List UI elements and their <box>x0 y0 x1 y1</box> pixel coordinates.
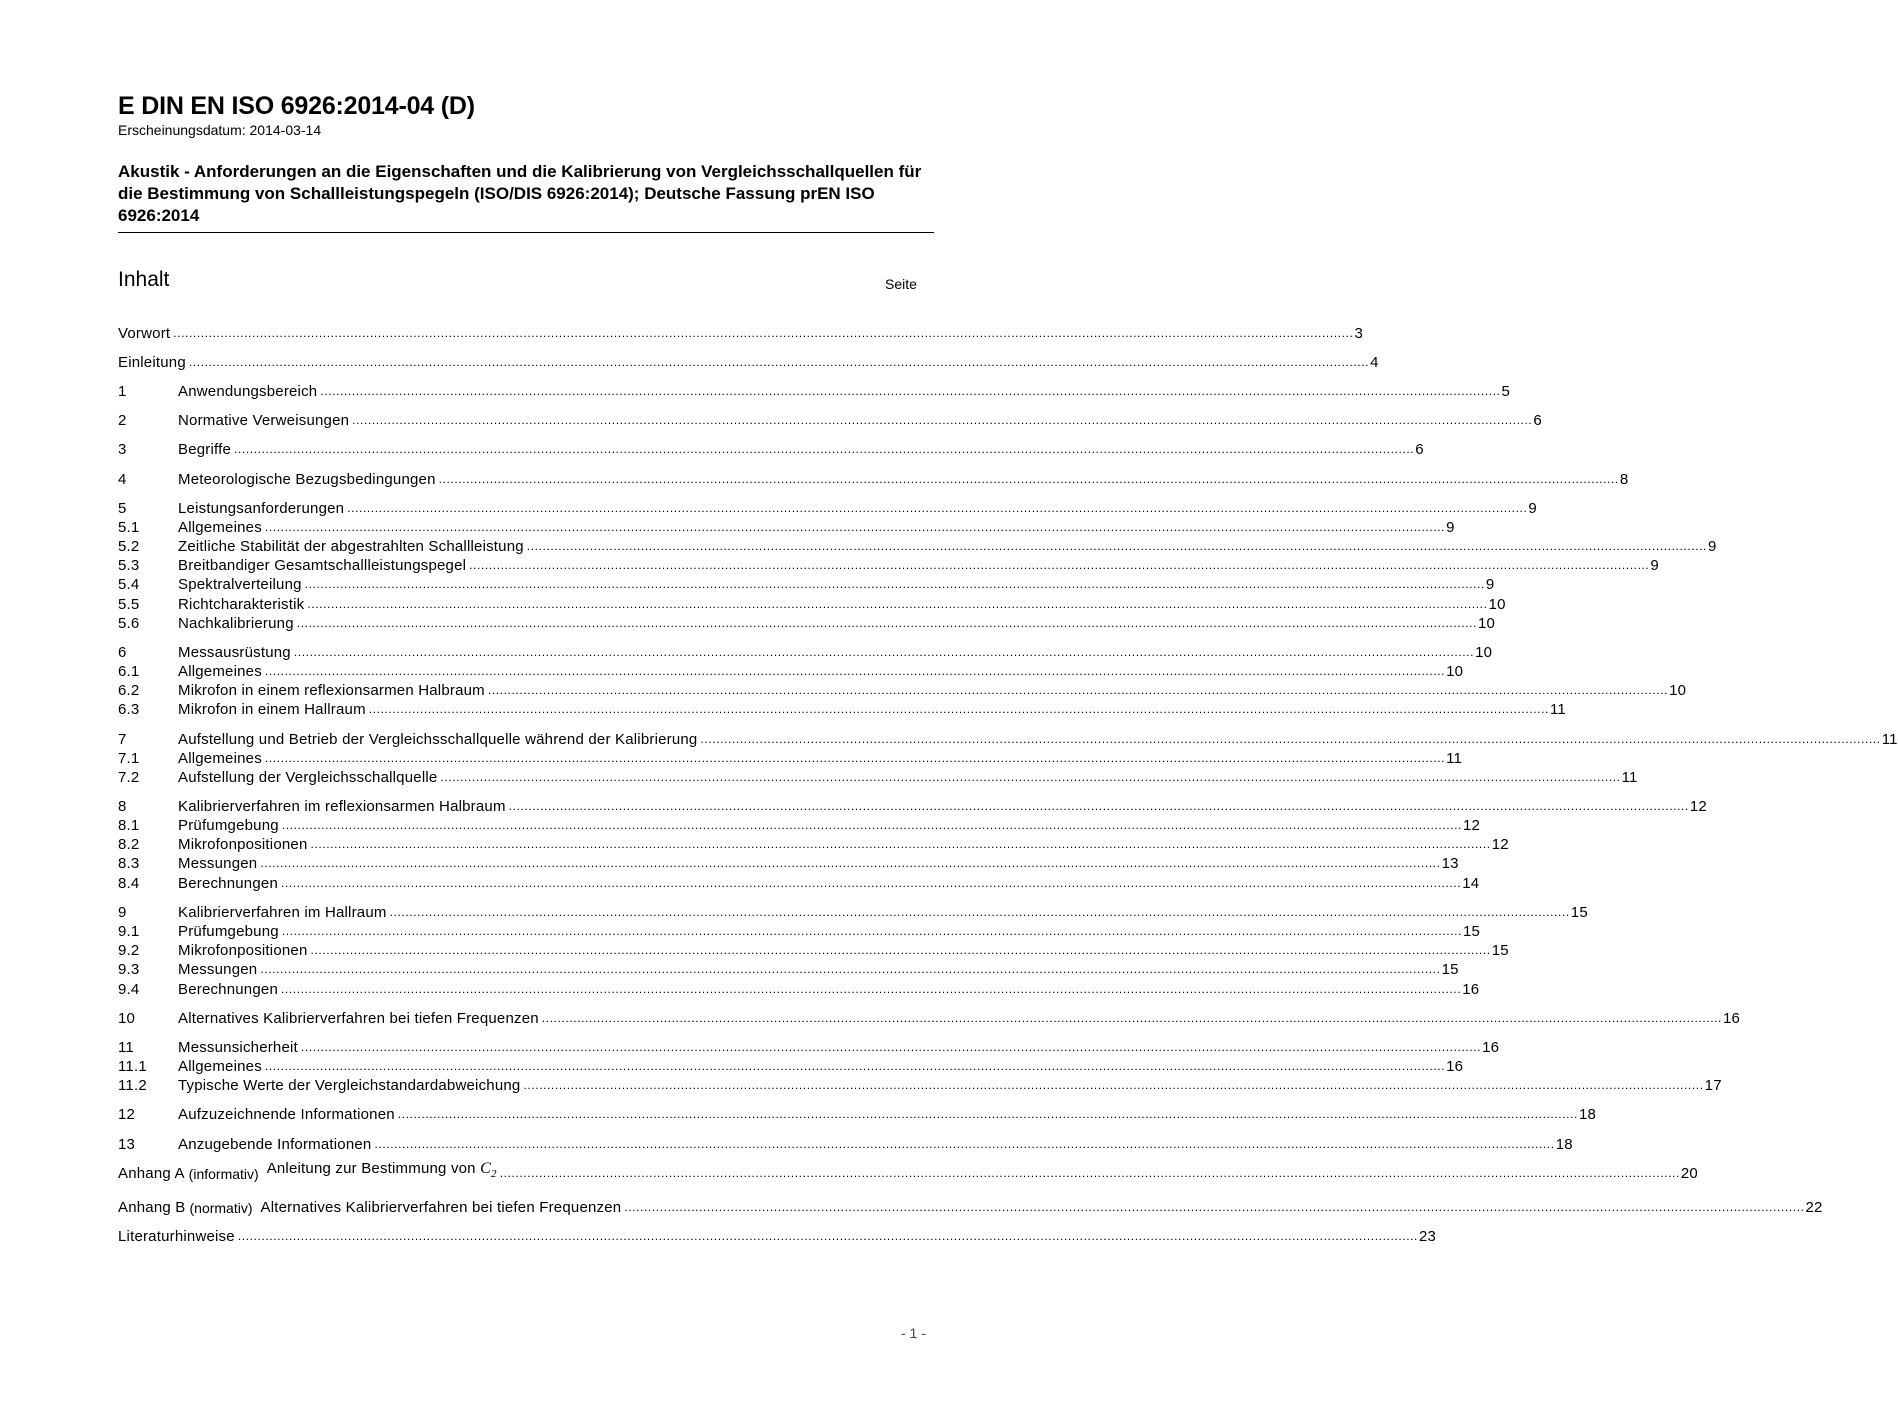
toc-entry[interactable] <box>118 835 1509 855</box>
toc-entry-page: 16 <box>1723 1010 1741 1027</box>
leader-dots: ............................................................................................................................................................................................................................................................................................................ <box>237 1229 1418 1243</box>
annex-label: Anhang A <box>118 1165 185 1182</box>
toc-entry-title: Alternatives Kalibrierverfahren bei tiefen Frequenzen <box>178 1010 539 1027</box>
toc-entry-title: Messungen <box>178 961 258 978</box>
leader-dots: ............................................................................................................................................................................................................................................................................................................ <box>307 597 1488 611</box>
toc-entry-title: Messunsicherheit <box>178 1039 298 1056</box>
leader-dots: ............................................................................................................................................................................................................................................................................................................ <box>296 616 1477 630</box>
leader-dots: ............................................................................................................................................................................................................................................................................................................ <box>523 1078 1704 1092</box>
toc-entry-page: 12 <box>1491 836 1509 853</box>
toc-entry-number: 2 <box>118 412 127 429</box>
leader-dots: ............................................................................................................................................................................................................................................................................................................ <box>368 702 1549 716</box>
toc-entry-title: Aufstellung und Betrieb der Vergleichsschallquelle während der Kalibrierung <box>178 731 698 748</box>
toc-entry[interactable] <box>118 1057 1464 1077</box>
toc-entry-number: 5.6 <box>118 615 140 632</box>
toc-entry-title: Richtcharakteristik <box>178 596 305 613</box>
publication-date: Erscheinungsdatum: 2014-03-14 <box>118 122 322 138</box>
annex-title-text: Alternatives Kalibrierverfahren bei tiefen Frequenzen <box>260 1199 622 1216</box>
toc-entry[interactable] <box>118 816 1481 836</box>
leader-dots: ............................................................................................................................................................................................................................................................................................................ <box>440 770 1621 784</box>
toc-entry-page: 11 <box>1881 731 1898 748</box>
leader-dots: ............................................................................................................................................................................................................................................................................................................ <box>281 818 1463 832</box>
toc-entry[interactable] <box>118 643 1493 663</box>
toc-entry-number: 10 <box>118 1010 136 1027</box>
literature-title: Literaturhinweise <box>118 1228 235 1245</box>
annex-page: 22 <box>1805 1199 1823 1216</box>
toc-entry-number: 8.2 <box>118 836 140 853</box>
toc-entry-number: 6.1 <box>118 663 140 680</box>
toc-entry[interactable] <box>118 749 1463 769</box>
toc-entry-page: 10 <box>1669 682 1687 699</box>
toc-entry[interactable] <box>118 499 1537 519</box>
toc-entry[interactable] <box>118 1135 1573 1155</box>
toc-entry-title: Meteorologische Bezugsbedingungen <box>178 471 436 488</box>
leader-dots: ............................................................................................................................................................................................................................................................................................................ <box>438 472 1619 486</box>
leader-dots: ............................................................................................................................................................................................................................................................................................................ <box>264 751 1446 765</box>
toc-entry-number: 6.3 <box>118 701 140 718</box>
leader-dots: ............................................................................................................................................................................................................................................................................................................ <box>281 924 1463 938</box>
toc-entry-title: Breitbandiger Gesamtschallleistungspegel <box>178 557 467 574</box>
toc-entry-title: Allgemeines <box>178 519 262 536</box>
toc-entry-page: 15 <box>1491 942 1509 959</box>
leader-dots: ............................................................................................................................................................................................................................................................................................................ <box>310 943 1491 957</box>
toc-entry-page: 10 <box>1446 663 1464 680</box>
leader-dots: ............................................................................................................................................................................................................................................................................................................ <box>347 501 1528 515</box>
toc-entry-number: 5.1 <box>118 519 140 536</box>
leader-dots: ............................................................................................................................................................................................................................................................................................................ <box>541 1011 1722 1025</box>
toc-entry-title: Normative Verweisungen <box>178 412 350 429</box>
toc-entry[interactable] <box>118 411 1542 431</box>
toc-entry-title: Kalibrierverfahren im Hallraum <box>178 904 387 921</box>
toc-entry[interactable] <box>118 960 1459 980</box>
toc-entry[interactable] <box>118 470 1629 490</box>
toc-entry-title: Vorwort <box>118 325 171 342</box>
toc-entry-page: 9 <box>1708 538 1717 555</box>
document-title: Akustik - Anforderungen an die Eigenschaften und die Kalibrierung von Vergleichsschallquellen für die Bestimmung von Schallleistungspegeln (ISO/DIS 6926:2014); Deutsche Fassung prEN ISO 6926:2014 <box>118 161 934 233</box>
toc-entry-title: Anzugebende Informationen <box>178 1136 372 1153</box>
annex-page: 20 <box>1680 1165 1698 1182</box>
toc-entry-page: 9 <box>1446 519 1455 536</box>
toc-entry-title: Allgemeines <box>178 663 262 680</box>
toc-literature-entry[interactable] <box>118 1227 1437 1247</box>
toc-entry-page: 16 <box>1482 1039 1500 1056</box>
toc-entry[interactable] <box>118 681 1687 701</box>
toc-entry[interactable] <box>118 903 1588 923</box>
toc-entry-number: 1 <box>118 383 127 400</box>
toc-entry-title: Messausrüstung <box>178 644 291 661</box>
toc-entry-number: 4 <box>118 471 127 488</box>
leader-dots: ............................................................................................................................................................................................................................................................................................................ <box>624 1200 1805 1214</box>
toc-entry[interactable] <box>118 575 1495 595</box>
leader-dots: ............................................................................................................................................................................................................................................................................................................ <box>300 1040 1482 1054</box>
annex-title <box>261 1198 622 1218</box>
toc-entry-number: 9.3 <box>118 961 140 978</box>
toc-entry[interactable] <box>118 1105 1597 1125</box>
leader-dots: ............................................................................................................................................................................................................................................................................................................ <box>487 683 1669 697</box>
toc-entry-number: 7.2 <box>118 769 140 786</box>
toc-entry-title: Einleitung <box>118 354 186 371</box>
toc-annex-entry[interactable] <box>118 1159 1698 1184</box>
leader-dots: ............................................................................................................................................................................................................................................................................................................ <box>188 355 1370 369</box>
toc-entry-title: Mikrofon in einem Hallraum <box>178 701 366 718</box>
toc-entry[interactable] <box>118 382 1511 402</box>
toc-entry-number: 8.3 <box>118 855 140 872</box>
leader-dots: ............................................................................................................................................................................................................................................................................................................ <box>700 732 1881 746</box>
toc-entry-title: Begriffe <box>178 441 232 458</box>
toc-entry[interactable] <box>118 941 1509 961</box>
toc-entry-title: Zeitliche Stabilität der abgestrahlten Schallleistung <box>178 538 524 555</box>
toc-entry-page: 4 <box>1370 354 1379 371</box>
toc-entry-number: 9 <box>118 904 127 921</box>
toc-entry-number: 5.2 <box>118 538 140 555</box>
toc-entry-page: 16 <box>1462 981 1480 998</box>
leader-dots: ............................................................................................................................................................................................................................................................................................................ <box>508 799 1689 813</box>
toc-entry[interactable] <box>118 854 1459 874</box>
toc-entry-title: Berechnungen <box>178 875 278 892</box>
leader-dots: ............................................................................................................................................................................................................................................................................................................ <box>526 539 1707 553</box>
toc-entry[interactable] <box>118 730 1898 750</box>
toc-entry-page: 10 <box>1475 644 1493 661</box>
toc-entry[interactable] <box>118 1076 1722 1096</box>
leader-dots: ............................................................................................................................................................................................................................................................................................................ <box>469 558 1650 572</box>
toc-entry[interactable] <box>118 1009 1741 1029</box>
toc-entry-number: 8 <box>118 798 127 815</box>
leader-dots: ............................................................................................................................................................................................................................................................................................................ <box>280 982 1462 996</box>
toc-entry-page: 17 <box>1704 1077 1722 1094</box>
toc-entry-page: 14 <box>1462 875 1480 892</box>
toc-entry[interactable] <box>118 662 1464 682</box>
leader-dots: ............................................................................................................................................................................................................................................................................................................ <box>264 664 1446 678</box>
toc-entry-title: Aufstellung der Vergleichsschallquelle <box>178 769 438 786</box>
toc-entry-number: 11.1 <box>118 1058 147 1075</box>
toc-entry-page: 12 <box>1463 817 1481 834</box>
toc-entry-page: 9 <box>1485 576 1495 593</box>
toc-entry-page: 15 <box>1570 904 1588 921</box>
toc-entry-title: Spektralverteilung <box>178 576 302 593</box>
leader-dots: ............................................................................................................................................................................................................................................................................................................ <box>397 1107 1578 1121</box>
annex-title <box>267 1159 497 1184</box>
annex-label: Anhang B <box>118 1199 186 1216</box>
toc-entry-number: 6 <box>118 644 127 661</box>
toc-entry[interactable] <box>118 980 1480 1000</box>
annex-formula-symbol <box>480 1159 497 1180</box>
toc-entry-number: 6.2 <box>118 682 140 699</box>
toc-entry-number: 5.4 <box>118 576 140 593</box>
toc-entry-page: 6 <box>1533 412 1542 429</box>
leader-dots: ............................................................................................................................................................................................................................................................................................................ <box>234 442 1415 456</box>
toc-entry-number: 9.4 <box>118 981 140 998</box>
toc-heading: Inhalt <box>118 268 170 291</box>
toc-entry[interactable] <box>118 700 1566 720</box>
formula-subscript: 2 <box>490 1168 497 1180</box>
annex-kind: (informativ) <box>188 1166 259 1182</box>
toc-entry[interactable] <box>118 324 1364 344</box>
toc-entry-title: Allgemeines <box>178 750 262 767</box>
toc-entry-number: 5.3 <box>118 557 140 574</box>
toc-entry-page: 11 <box>1549 701 1566 718</box>
formula-symbol: C <box>480 1159 491 1177</box>
toc-entry-title: Nachkalibrierung <box>178 615 294 632</box>
toc-entry[interactable] <box>118 556 1659 576</box>
toc-entry-number: 11.2 <box>118 1077 147 1094</box>
toc-entry-title: Prüfumgebung <box>178 923 279 940</box>
toc-entry[interactable] <box>118 797 1707 817</box>
leader-dots: ............................................................................................................................................................................................................................................................................................................ <box>352 413 1533 427</box>
toc-annex-entry[interactable] <box>118 1198 1823 1218</box>
toc-entry[interactable] <box>118 922 1481 942</box>
toc-entry-number: 7 <box>118 731 127 748</box>
leader-dots: ............................................................................................................................................................................................................................................................................................................ <box>389 905 1570 919</box>
toc-entry[interactable] <box>118 440 1424 460</box>
toc-entry[interactable] <box>118 518 1455 538</box>
toc-entry[interactable] <box>118 537 1717 557</box>
leader-dots: ............................................................................................................................................................................................................................................................................................................ <box>280 876 1462 890</box>
toc-entry-title: Prüfumgebung <box>178 817 279 834</box>
toc-entry-page: 3 <box>1354 325 1364 342</box>
annex-kind: (normativ) <box>189 1200 253 1216</box>
toc-entry-page: 9 <box>1650 557 1659 574</box>
toc-entry-page: 10 <box>1477 615 1496 632</box>
leader-dots: ............................................................................................................................................................................................................................................................................................................ <box>260 962 1441 976</box>
toc-entry-page: 16 <box>1446 1058 1464 1075</box>
toc-entry-title: Mikrofonpositionen <box>178 942 308 959</box>
toc-entry-page: 12 <box>1689 798 1707 815</box>
toc-entry-title: Allgemeines <box>178 1058 262 1075</box>
toc-page-column-label: Seite <box>885 276 917 292</box>
toc-entry-title: Messungen <box>178 855 258 872</box>
toc-entry-page: 5 <box>1501 383 1511 400</box>
toc-entry-title: Typische Werte der Vergleichstandardabweichung <box>178 1077 521 1094</box>
leader-dots: ............................................................................................................................................................................................................................................................................................................ <box>320 384 1501 398</box>
toc-entry-page: 15 <box>1441 961 1459 978</box>
leader-dots: ............................................................................................................................................................................................................................................................................................................ <box>304 577 1485 591</box>
toc-entry-page: 13 <box>1441 855 1459 872</box>
toc-entry-number: 8.1 <box>118 817 140 834</box>
toc-entry-title: Anwendungsbereich <box>178 383 318 400</box>
toc-entry[interactable] <box>118 768 1638 788</box>
toc-entry-number: 12 <box>118 1106 136 1123</box>
toc-entry[interactable] <box>118 874 1480 894</box>
toc-entry-number: 9.1 <box>118 923 140 940</box>
toc-entry-title: Mikrofonpositionen <box>178 836 308 853</box>
toc-entry[interactable] <box>118 1038 1500 1058</box>
toc-entry-number: 5.5 <box>118 596 140 613</box>
toc-entry-number: 9.2 <box>118 942 140 959</box>
toc-entry-title: Mikrofon in einem reflexionsarmen Halbraum <box>178 682 485 699</box>
toc-entry-page: 8 <box>1619 471 1629 488</box>
annex-title-text: Anleitung zur Bestimmung von <box>266 1159 476 1177</box>
toc-entry-number: 8.4 <box>118 875 140 892</box>
toc-entry-title: Aufzuzeichnende Informationen <box>178 1106 395 1123</box>
leader-dots: ............................................................................................................................................................................................................................................................................................................ <box>293 645 1475 659</box>
toc-entry-page: 18 <box>1555 1136 1573 1153</box>
toc-entry-title: Berechnungen <box>178 981 278 998</box>
toc-entry-page: 18 <box>1578 1106 1597 1123</box>
toc-entry-page: 10 <box>1488 596 1506 613</box>
literature-page: 23 <box>1419 1228 1437 1245</box>
toc-entry-number: 11 <box>118 1039 134 1056</box>
toc-entry-page: 6 <box>1415 441 1424 458</box>
toc-entry-number: 13 <box>118 1136 136 1153</box>
page-number: - 1 - <box>901 1325 926 1341</box>
leader-dots: ............................................................................................................................................................................................................................................................................................................ <box>374 1137 1555 1151</box>
leader-dots: ............................................................................................................................................................................................................................................................................................................ <box>260 856 1441 870</box>
leader-dots: ............................................................................................................................................................................................................................................................................................................ <box>264 1059 1446 1073</box>
leader-dots: ............................................................................................................................................................................................................................................................................................................ <box>173 326 1354 340</box>
leader-dots: ............................................................................................................................................................................................................................................................................................................ <box>499 1166 1680 1180</box>
toc-entry-title: Kalibrierverfahren im reflexionsarmen Halbraum <box>178 798 506 815</box>
toc-entry-title: Leistungsanforderungen <box>178 500 345 517</box>
document-id: E DIN EN ISO 6926:2014-04 (D) <box>118 92 475 120</box>
toc-entry-number: 7.1 <box>118 750 140 767</box>
leader-dots: ............................................................................................................................................................................................................................................................................................................ <box>264 520 1446 534</box>
toc-entry-page: 11 <box>1446 750 1463 767</box>
toc-entry-number: 5 <box>118 500 127 517</box>
toc-entry-number: 3 <box>118 441 127 458</box>
toc-entry[interactable] <box>118 614 1496 634</box>
toc-entry-page: 11 <box>1621 769 1638 786</box>
leader-dots: ............................................................................................................................................................................................................................................................................................................ <box>310 837 1491 851</box>
toc-entry-page: 9 <box>1528 500 1537 517</box>
toc-entry-page: 15 <box>1463 923 1481 940</box>
toc-entry[interactable] <box>118 353 1379 373</box>
toc-entry[interactable] <box>118 595 1506 615</box>
